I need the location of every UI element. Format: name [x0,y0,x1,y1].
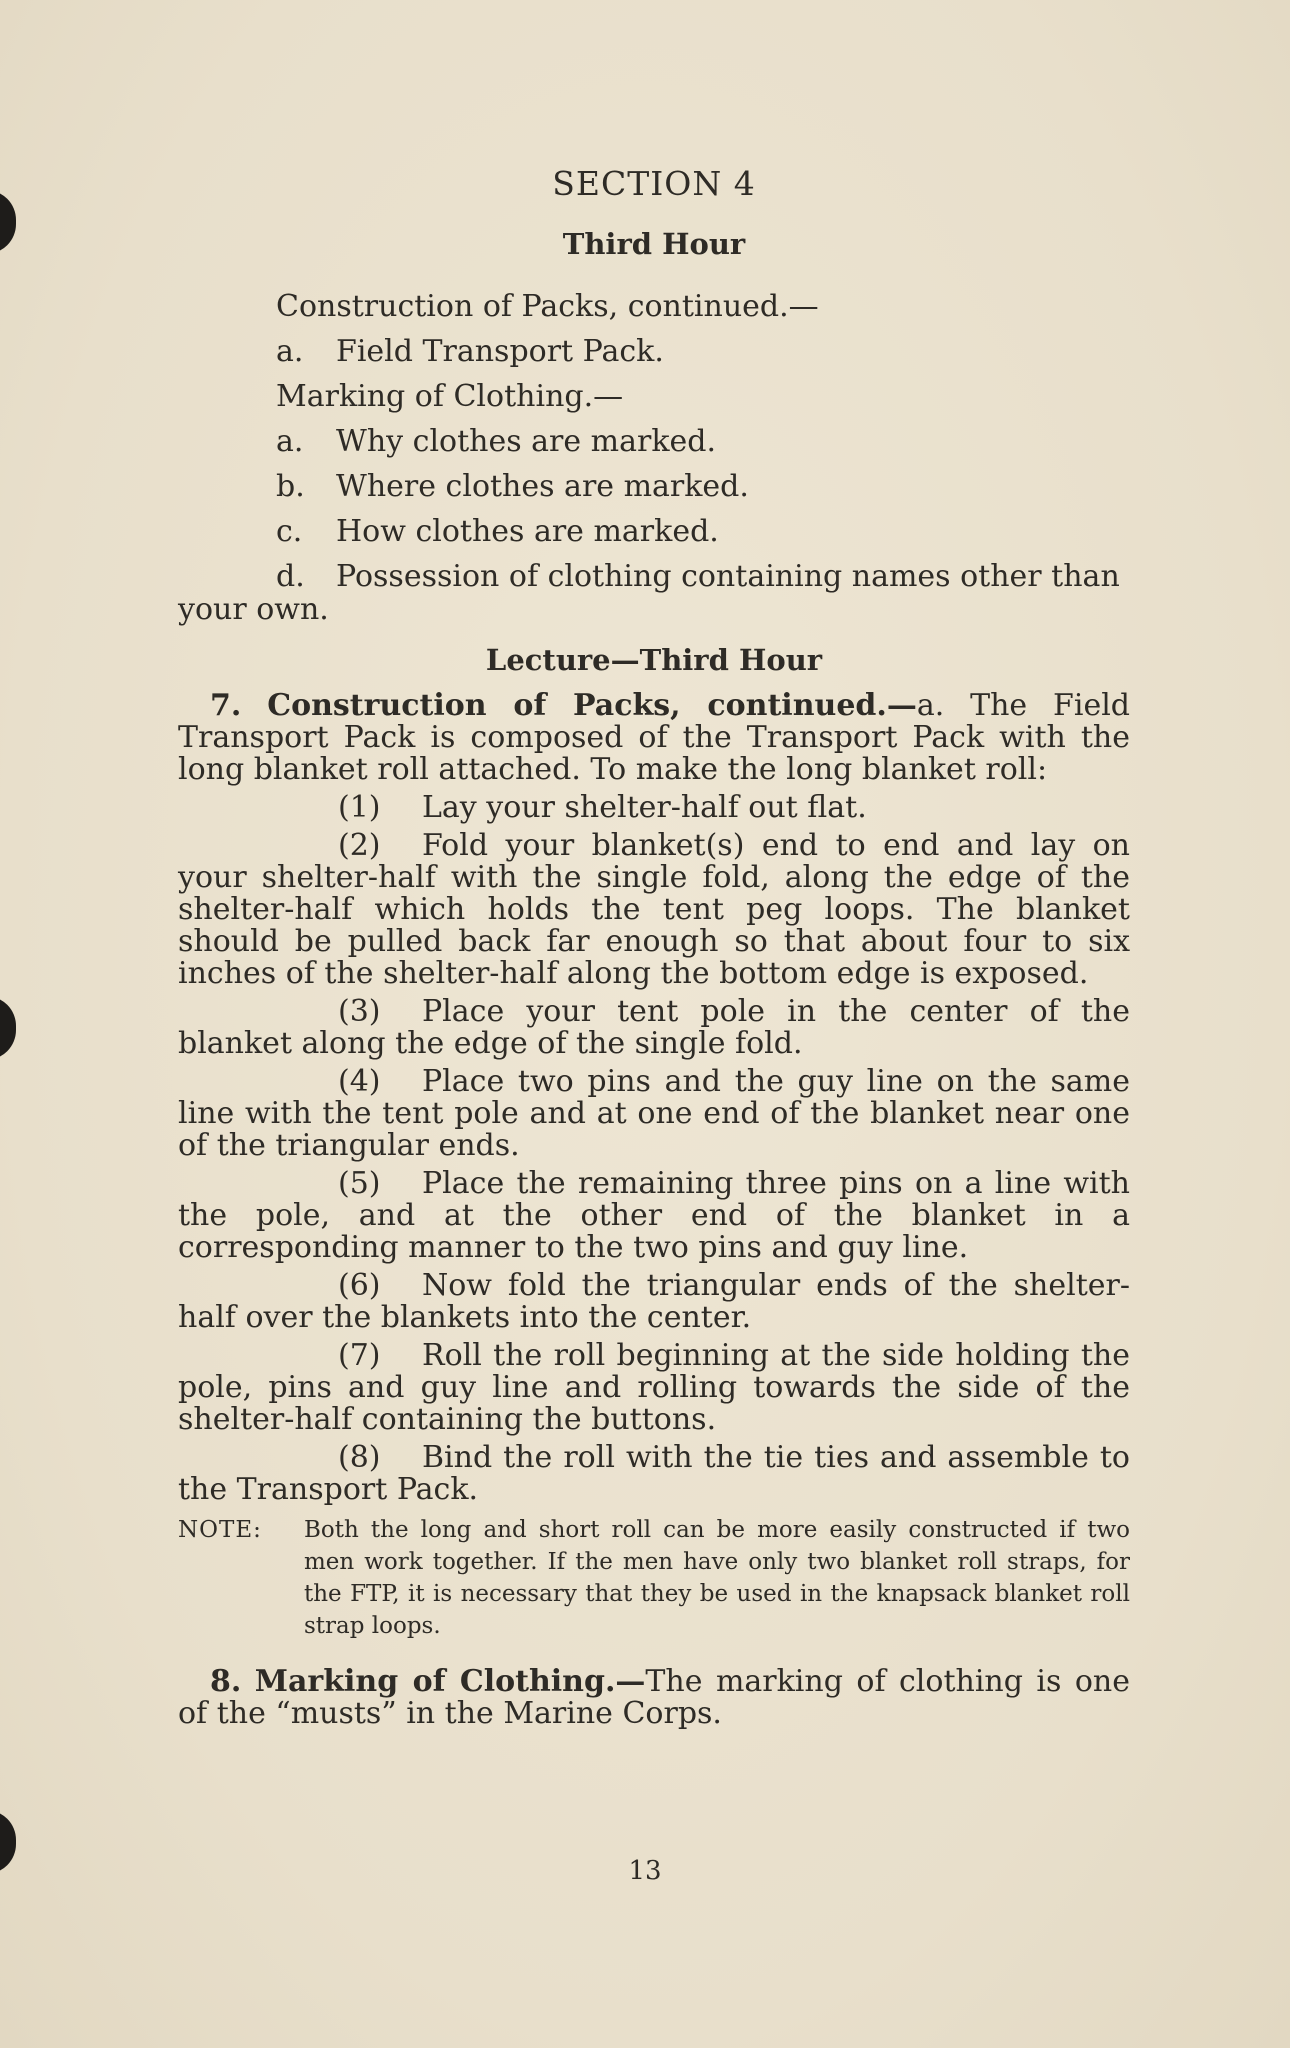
step-item: (5) Place the remaining three pins on a line with the pole, and at the other end of the blanket in a corresponding manner to the two pins and guy line. [178,1166,1130,1265]
note-text: Both the long and short roll can be more easily constructed if two men work together. If the men have only two blanket roll straps, for the FTP, it is necessary that they be used in the knapsack blanket roll strap loops. [304,1517,1130,1639]
binder-hole-middle [0,996,16,1060]
note-label: NOTE: [178,1517,262,1543]
step-item: (1) Lay your shelter-half out flat. [338,790,867,825]
outline-item: a. Why clothes are marked. [276,424,717,459]
binder-hole-top [0,190,16,254]
topic-outline [178,284,1130,626]
lecture-title: Lecture—Third Hour [485,643,823,677]
outline-item: c. How clothes are marked. [276,514,719,549]
outline-item: Marking of Clothing.— [276,379,624,414]
note-block [178,1514,1130,1642]
outline-item: d. Possession of clothing containing names other than your own. [178,559,1120,627]
paragraph-7: 7. Construction of Packs, continued.—a. The Field Transport Pack is composed of the Transport Pack with the long blanket roll attached. To make the long blanket roll: [178,688,1130,787]
step-item: (2) Fold your blanket(s) end to end and lay on your shelter-half with the single fold, along the edge of the shelter-half which holds the tent peg loops. The blanket should be pulled back far enough so that about four to six inches of the shelter-half along the bottom edge is exposed. [178,828,1130,991]
step-item: (8) Bind the roll with the tie ties and assemble to the Transport Pack. [178,1440,1130,1507]
section-title: SECTION 4 [552,164,756,203]
page-content [178,150,1130,1730]
outline-item: Construction of Packs, continued.— [276,289,819,324]
step-item: (7) Roll the roll beginning at the side holding the pole, pins and guy line and rolling towards the side of the shelter-half containing the buttons. [178,1338,1130,1437]
page-number: 13 [628,1856,662,1886]
outline-item: b. Where clothes are marked. [276,469,749,504]
paragraph-8: 8. Marking of Clothing.—The marking of clothing is one of the “musts” in the Marine Corps. [178,1664,1130,1731]
step-item: (6) Now fold the triangular ends of the shelter-half over the blankets into the center. [178,1268,1130,1335]
step-item: (3) Place your tent pole in the center of the blanket along the edge of the single fold. [178,994,1130,1061]
step-item: (4) Place two pins and the guy line on the same line with the tent pole and at one end of the blanket near one of the triangular ends. [178,1064,1130,1163]
outline-item: a. Field Transport Pack. [276,334,664,369]
hour-title: Third Hour [562,227,746,261]
